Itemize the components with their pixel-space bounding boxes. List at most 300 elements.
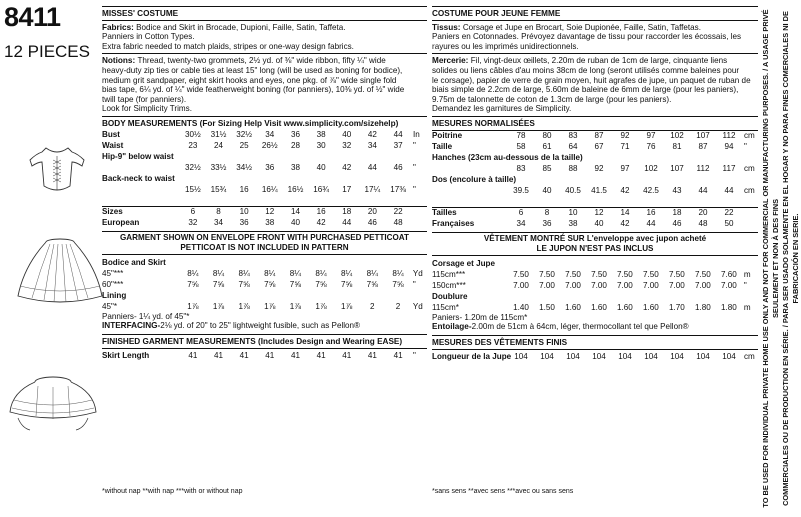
table-row — [432, 164, 758, 175]
table-row — [102, 257, 427, 268]
english-column — [102, 6, 427, 361]
cell: 41.5 — [591, 186, 607, 196]
cell: 15½ — [184, 185, 201, 195]
notions-line: Thread, twenty-two grommets, 2½ yd. of ⅜" wide ribbon, fifty ¼" wide — [137, 56, 386, 66]
cell: 87 — [698, 142, 708, 152]
row-label: Tailles — [432, 208, 457, 218]
table-row — [432, 351, 758, 362]
mercerie-label: Mercerie: — [432, 56, 469, 66]
cell: 8¼ — [341, 268, 353, 278]
garment-heading: LE JUPON N'EST PAS INCLUS — [536, 244, 654, 254]
cell: 18 — [342, 207, 352, 217]
petticoat-sketch — [16, 236, 104, 308]
row-label: Françaises — [432, 219, 475, 229]
row-label: Sizes — [102, 207, 123, 217]
cell: 40 — [542, 186, 552, 196]
cell: 7.50 — [695, 269, 711, 279]
cell: 18 — [672, 208, 682, 218]
cell: 8¼ — [264, 268, 276, 278]
cell: 78 — [516, 131, 526, 141]
cell: 1⅞ — [289, 301, 302, 311]
cell: 33½ — [210, 163, 227, 173]
finished-measurements-heading: MESURES DES VÊTEMENTS FINIS — [432, 338, 568, 348]
cell: 17⅜ — [390, 185, 406, 195]
cell: 41 — [239, 350, 249, 360]
unit: cm — [744, 131, 755, 141]
table-row — [102, 301, 427, 312]
row-label: Waist — [102, 141, 124, 151]
notions-line: medium grit sandpaper, eight skirt hooks and eyes, one pkg. of ⅞" wide single fold — [102, 75, 397, 85]
cell: 34 — [516, 219, 526, 229]
cell: 36 — [239, 218, 249, 228]
cell: 1⅞ — [238, 301, 250, 311]
cell: 17 — [342, 185, 352, 195]
cell: 41 — [393, 350, 403, 360]
row-label: Bodice and Skirt — [102, 257, 166, 267]
paniers-line: Paniers- 1.20m de 115cm* — [432, 312, 528, 322]
mercerie-line: le corsage), papier de verre de grain moyen, huit agrafes de jupe, un paquet de ruban de — [432, 75, 751, 85]
cell: 8¼ — [289, 268, 302, 278]
cell: 1⅞ — [341, 301, 353, 311]
cell: 50 — [724, 219, 734, 229]
cell: 32½ — [236, 130, 253, 140]
row-label: Hip-9" below waist — [102, 152, 174, 162]
table-row — [432, 280, 758, 291]
cell: 10 — [568, 208, 578, 218]
tissus-text: Corsage et Jupe en Brocart, Soie Dupionée, Faille, Satin, Taffetas. — [462, 22, 701, 32]
unit: " — [412, 279, 416, 289]
cell: 15¾ — [210, 185, 227, 195]
mercerie-line: Fil, vingt-deux œillets, 2.20m de ruban de 1cm de large, cinquante liens — [470, 56, 728, 66]
yardage-table — [102, 257, 427, 312]
cell: 34 — [265, 130, 275, 140]
notions-line: bias tape, 6¼ yd. of ¼" wide featherweight boning (for panniers), 10⅜ yd. of ½" wide — [102, 85, 405, 95]
cell: 7.00 — [539, 280, 555, 290]
tissus-line: Paniers en Cotonnades. Prévoyez davantage de tissu pour raccorder les écossais, les — [432, 32, 742, 42]
unit: Yd — [412, 301, 423, 311]
body-measurements-heading: MESURES NORMALISÉES — [432, 118, 535, 128]
interfacing-text: 2⅛ yd. of 20" to 25" lightweight fusible, such as Pellon® — [160, 321, 361, 331]
garment-heading: GARMENT SHOWN ON ENVELOPE FRONT WITH PURCHASED PETTICOAT — [120, 232, 409, 242]
cell: 38 — [568, 219, 578, 229]
unit: " — [413, 350, 416, 360]
cell: 30 — [316, 141, 326, 151]
garment-heading: VÊTEMENT MONTRÉ SUR L'enveloppe avec jupon acheté — [483, 233, 707, 243]
cell: 102 — [644, 164, 658, 174]
cell: 8¼ — [212, 268, 225, 278]
cell: 40 — [342, 130, 352, 140]
cell: 40.5 — [565, 186, 581, 196]
fabrics-line: Extra fabric needed to match plaids, stripes or one-way design fabrics. — [102, 41, 354, 51]
cell: 104 — [566, 351, 580, 361]
cell: 8¼ — [187, 268, 199, 278]
cell: 41 — [316, 350, 326, 360]
cell: 81 — [672, 142, 682, 152]
cell: 41 — [213, 350, 223, 360]
table-row — [102, 207, 427, 218]
cell: 7.00 — [669, 280, 685, 290]
cell: 40 — [290, 218, 300, 228]
cell: 97 — [620, 164, 630, 174]
panniers-line: Panniers- 1¼ yd. of 45"* — [102, 311, 190, 321]
notions-line: twill tape (for panniers). — [102, 94, 187, 104]
table-row — [102, 279, 427, 290]
cell: 97 — [646, 131, 656, 141]
cell: 7⅝ — [289, 279, 302, 289]
cell: 1⅞ — [315, 301, 327, 311]
row-label: Skirt Length — [102, 350, 150, 360]
table-row — [102, 350, 427, 361]
cell: 42 — [316, 218, 326, 228]
cell: 1.60 — [565, 302, 581, 312]
cell: 40 — [316, 163, 326, 173]
cell: 7.60 — [721, 269, 737, 279]
garment-heading: PETTICOAT IS NOT INCLUDED IN PATTERN — [180, 243, 349, 253]
cell: 2 — [370, 301, 375, 311]
unit: m — [743, 269, 751, 279]
cell: 117 — [722, 164, 736, 174]
row-label: Poitrine — [432, 131, 463, 141]
cell: 32 — [188, 218, 198, 228]
cell: 104 — [618, 351, 632, 361]
cell: 7⅝ — [392, 279, 404, 289]
cell: 42 — [367, 130, 377, 140]
cell: 34 — [213, 218, 223, 228]
body-measurements-table — [432, 131, 758, 230]
cell: 92 — [594, 164, 604, 174]
cell: 14 — [290, 207, 300, 217]
unit: m — [743, 302, 751, 312]
table-row — [102, 185, 427, 196]
cell: 7.00 — [695, 280, 711, 290]
cell: 41 — [342, 350, 352, 360]
cell: 7⅝ — [341, 279, 353, 289]
cell: 1.80 — [695, 302, 711, 312]
section-title: MISSES' COSTUME — [102, 9, 179, 18]
cell: 92 — [620, 131, 630, 141]
cell: 104 — [696, 351, 710, 361]
unit: " — [744, 142, 747, 152]
tissus-label: Tissus: — [432, 22, 461, 32]
cell: 1⅞ — [264, 301, 276, 311]
cell: 38 — [290, 163, 300, 173]
cell: 7.50 — [591, 269, 607, 279]
cell: 1.60 — [617, 302, 633, 312]
cell: 16 — [646, 208, 656, 218]
cell: 7.00 — [617, 280, 633, 290]
fabrics-label: Fabrics: — [102, 22, 134, 32]
cell: 104 — [722, 351, 736, 361]
french-column — [432, 6, 758, 362]
cell: 16½ — [287, 185, 304, 195]
table-row — [102, 290, 427, 301]
cell: 7⅝ — [238, 279, 250, 289]
cell: 94 — [724, 142, 734, 152]
cell: 61 — [542, 142, 552, 152]
cell: 34½ — [236, 163, 253, 173]
row-label: Bust — [102, 130, 120, 140]
table-row — [102, 141, 427, 152]
cell: 42 — [620, 186, 630, 196]
cell: 87 — [594, 131, 604, 141]
row-label: Doublure — [432, 291, 468, 301]
table-row — [102, 174, 427, 185]
cell: 10 — [239, 207, 249, 217]
cell: 104 — [670, 351, 684, 361]
cell: 8¼ — [238, 268, 250, 278]
cell: 8 — [544, 208, 550, 218]
table-row — [432, 131, 758, 142]
yardage-table — [432, 258, 758, 313]
pieces-count: 12 PIECES — [4, 42, 90, 61]
cell: 32 — [342, 141, 352, 151]
cell: 7⅝ — [212, 279, 225, 289]
cell: 1⅞ — [212, 301, 225, 311]
notions-line: Look for Simplicity Trims. — [102, 104, 192, 114]
tissus-line: rayures ou les imprimés unidirectionnels. — [432, 41, 579, 51]
cell: 1.60 — [591, 302, 607, 312]
fabrics-text: Bodice and Skirt in Brocade, Dupioni, Faille, Satin, Taffeta. — [136, 22, 346, 32]
cell: 48 — [698, 219, 708, 229]
fabrics-line: Panniers in Cotton Types. — [102, 32, 195, 42]
cell: 7.50 — [617, 269, 633, 279]
panniers-sketch — [8, 372, 98, 442]
row-label: 45"*** — [102, 268, 124, 278]
cell: 7.50 — [565, 269, 581, 279]
cell: 46 — [672, 219, 682, 229]
cell: 38 — [316, 130, 326, 140]
footnote: *sans sens **avec sens ***avec ou sans sens — [432, 488, 574, 495]
cell: 7.50 — [539, 269, 555, 279]
table-row — [432, 142, 758, 153]
unit: cm — [744, 351, 755, 361]
cell: 16¾ — [313, 185, 329, 195]
cell: 104 — [592, 351, 606, 361]
cell: 1⅞ — [187, 301, 199, 311]
table-row — [432, 302, 758, 313]
unit: " — [413, 163, 416, 173]
cell: 7.00 — [591, 280, 607, 290]
table-row — [432, 153, 758, 164]
table-row — [102, 130, 427, 141]
table-row — [432, 291, 758, 302]
cell: 16¼ — [261, 185, 278, 195]
cell: 41 — [290, 350, 300, 360]
cell: 44 — [367, 163, 377, 173]
cell: 7.50 — [643, 269, 659, 279]
cell: 2 — [395, 301, 401, 311]
mercerie-line: 9.75m de talonnette de coton de 1.3cm de large (pour les paniers). — [432, 94, 672, 104]
cell: 107 — [670, 164, 684, 174]
finished-measurements-table — [432, 351, 758, 362]
cell: 44 — [342, 218, 352, 228]
cell: 42 — [342, 163, 352, 173]
cell: 46 — [367, 218, 377, 228]
unit: " — [413, 141, 416, 151]
cell: 38 — [265, 218, 275, 228]
table-row — [102, 218, 427, 229]
cell: 7.00 — [565, 280, 581, 290]
cell: 36 — [290, 130, 300, 140]
cell: 85 — [542, 164, 552, 174]
cell: 1.50 — [539, 302, 555, 312]
cell: 16 — [239, 185, 249, 195]
row-label: 45"* — [102, 301, 118, 311]
row-label: 115cm*** — [432, 269, 466, 279]
cell: 30½ — [184, 130, 201, 140]
cell: 7⅝ — [187, 279, 199, 289]
cell: 1.60 — [643, 302, 659, 312]
row-label: European — [102, 218, 140, 228]
cell: 39.5 — [513, 186, 529, 196]
cell: 22 — [393, 207, 403, 217]
cell: 8¼ — [392, 268, 404, 278]
cell: 1.40 — [513, 302, 529, 312]
cell: 22 — [724, 208, 734, 218]
cell: 8 — [216, 207, 221, 217]
mercerie-line: solides ou liens câbles d'au moins 38cm de long (seront utilisés comme baleines pour — [432, 66, 740, 76]
finished-measurements-table — [102, 350, 427, 361]
entoilage-text: 2.00m de 51cm à 64cm, léger, thermocollant tel que Pellon® — [471, 322, 689, 332]
cell: 80 — [542, 131, 552, 141]
body-measurements-heading: BODY MEASUREMENTS (For Sizing Help Visit www.simplicity.com/sizehelp) — [102, 118, 399, 128]
body-measurements-table — [102, 130, 427, 229]
table-row — [102, 163, 427, 174]
mercerie-line: biais simple de 2.2cm de large, 5.60m de baleine de 6mm de large (pour les paniers), — [432, 85, 739, 95]
cell: 6 — [518, 208, 524, 218]
table-row — [102, 152, 427, 163]
cell: 104 — [644, 351, 658, 361]
cell: 12 — [265, 207, 275, 217]
legal-line: COMMERCIALES OU DE PRODUCTION EN SÉRIE. / PARA SER USADO SOLAMENTE EN EL HOGAR Y NO PARA FINES COMERCIALES NI DE FABRICACIÓN EN SERIE. — [781, 11, 800, 506]
row-label: 150cm*** — [432, 280, 466, 290]
legal-line: TO BE USED FOR INDIVIDUAL PRIVATE HOME USE ONLY AND NOT FOR COMMERCIAL OR MANUFACTURING PURPOSES. / A USAGE PRIVÉ SEULEMENT ET NON À DES FINS — [761, 9, 780, 508]
cell: 40 — [594, 219, 604, 229]
cell: 26½ — [261, 141, 278, 151]
cell: 25 — [239, 141, 249, 151]
cell: 112 — [722, 131, 736, 141]
unit: " — [413, 185, 416, 195]
notions-line: heavy-duty zip ties or cable ties at least 15" long (will be used as boning for bodice), — [102, 66, 403, 76]
cell: 71 — [620, 142, 630, 152]
cell: 1.70 — [669, 302, 685, 312]
cell: 112 — [696, 164, 710, 174]
cell: 7.50 — [669, 269, 685, 279]
row-label: Lining — [102, 290, 127, 300]
cell: 44 — [698, 186, 708, 196]
cell: 83 — [516, 164, 526, 174]
table-row — [432, 269, 758, 280]
cell: 7.00 — [643, 280, 659, 290]
unit: " — [743, 280, 747, 290]
cell: 37 — [393, 141, 403, 151]
cell: 7⅝ — [315, 279, 327, 289]
finished-measurements-heading: FINISHED GARMENT MEASUREMENTS (Includes Design and Wearing EASE) — [102, 337, 403, 347]
cell: 23 — [188, 141, 198, 151]
cell: 41 — [367, 350, 377, 360]
cell: 24 — [213, 141, 223, 151]
cell: 7.00 — [721, 280, 737, 290]
cell: 76 — [646, 142, 656, 152]
row-label: Longueur de la Jupe — [432, 351, 512, 361]
cell: 48 — [393, 218, 403, 228]
cell: 41 — [265, 350, 275, 360]
cell: 88 — [568, 164, 578, 174]
cell: 67 — [594, 142, 604, 152]
notions-label: Notions: — [102, 56, 136, 66]
table-row — [432, 258, 758, 269]
table-row — [102, 268, 427, 279]
row-label: Hanches (23cm au-dessous de la taille) — [432, 153, 583, 163]
cell: 44 — [646, 219, 656, 229]
cell: 7.00 — [513, 280, 529, 290]
cell: 14 — [620, 208, 630, 218]
cell: 36 — [265, 163, 275, 173]
cell: 107 — [696, 131, 710, 141]
section-title: COSTUME POUR JEUNE FEMME — [432, 9, 561, 18]
cell: 42.5 — [643, 186, 659, 196]
row-label: Back-neck to waist — [102, 174, 175, 184]
cell: 41 — [188, 350, 198, 360]
mercerie-line: Demandez les garnitures de Simplicity. — [432, 104, 572, 114]
cell: 32½ — [184, 163, 201, 173]
unit: cm — [744, 186, 755, 196]
cell: 20 — [367, 207, 377, 217]
cell: 104 — [540, 351, 554, 361]
cell: 104 — [514, 351, 528, 361]
footnote: *without nap **with nap ***with or without nap — [102, 488, 243, 495]
cell: 1.80 — [721, 302, 737, 312]
table-row — [432, 175, 758, 186]
legal-side-text — [761, 4, 800, 513]
unit: Yd — [412, 268, 423, 278]
cell: 7⅝ — [264, 279, 276, 289]
table-row — [432, 219, 758, 230]
cell: 64 — [568, 142, 578, 152]
row-label: Corsage et Jupe — [432, 258, 495, 268]
cell: 16 — [316, 207, 326, 217]
cell: 8¼ — [315, 268, 327, 278]
unit: In — [413, 130, 420, 140]
cell: 6 — [190, 207, 196, 217]
cell: 8¼ — [366, 268, 378, 278]
cell: 46 — [393, 163, 403, 173]
cell: 7.50 — [513, 269, 529, 279]
row-label: Taille — [432, 142, 453, 152]
row-label: 60"*** — [102, 279, 124, 289]
cell: 20 — [698, 208, 708, 218]
entoilage-label: Entoilage- — [432, 322, 472, 332]
cell: 58 — [516, 142, 526, 152]
table-row — [432, 186, 758, 197]
interfacing-label: INTERFACING- — [102, 321, 161, 331]
cell: 17¼ — [364, 185, 381, 195]
row-label: Dos (encolure à taille) — [432, 175, 517, 185]
cell: 44 — [724, 186, 734, 196]
row-label: 115cm* — [432, 302, 459, 312]
cell: 36 — [542, 219, 552, 229]
cell: 42 — [620, 219, 630, 229]
cell: 34 — [367, 141, 377, 151]
unit: cm — [744, 164, 755, 174]
bodice-sketch — [28, 142, 86, 200]
cell: 12 — [594, 208, 604, 218]
cell: 28 — [290, 141, 300, 151]
cell: 83 — [568, 131, 578, 141]
pattern-number: 8411 — [4, 2, 61, 32]
cell: 44 — [393, 130, 403, 140]
cell: 102 — [670, 131, 684, 141]
